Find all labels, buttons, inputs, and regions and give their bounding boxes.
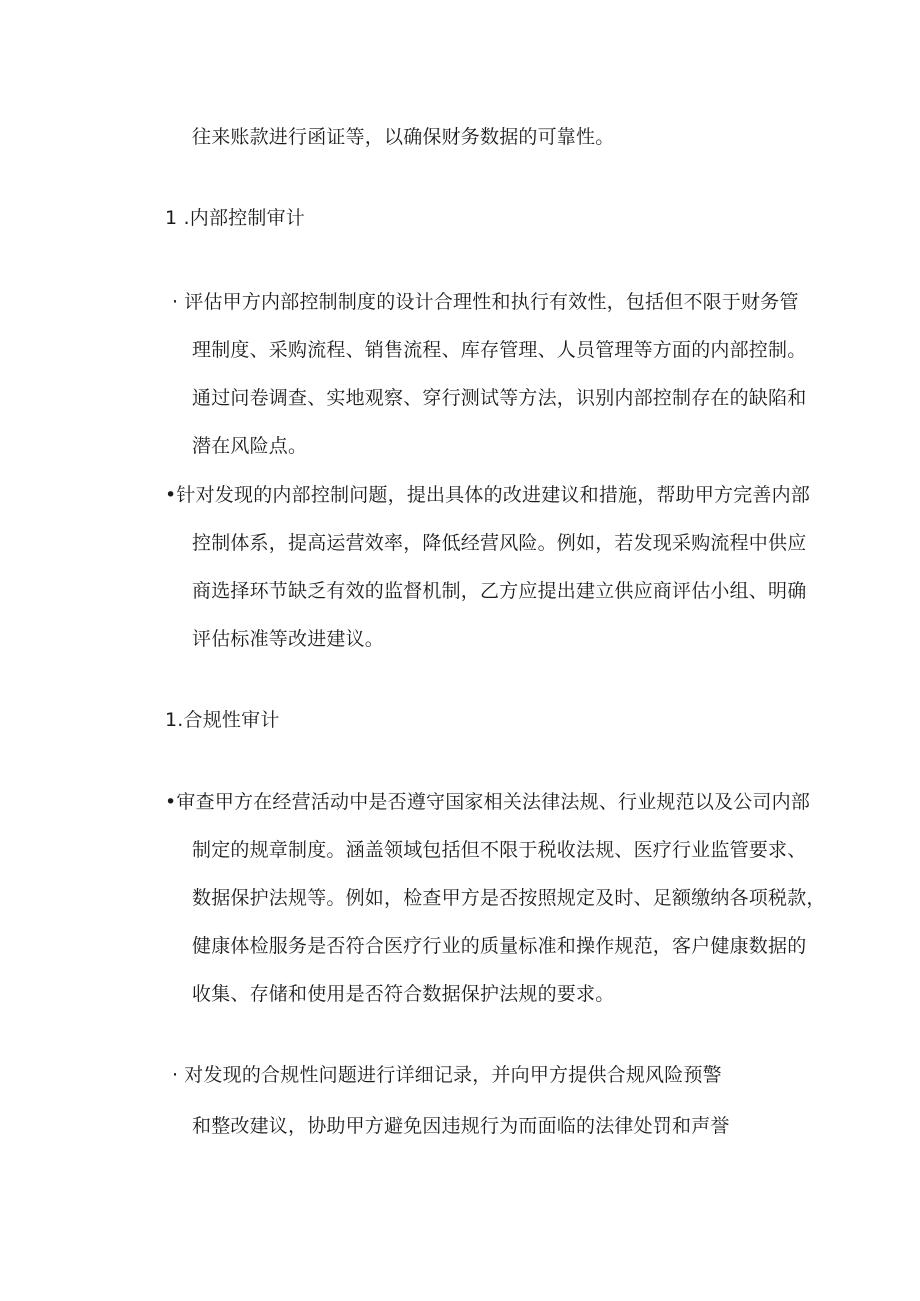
heading-internal-control-audit: 1 .内部控制审计: [165, 207, 305, 229]
bullet-first-line: [172, 289, 799, 315]
bullet-text: 健康体检服务是否符合医疗行业的质量标准和操作规范，客户健康数据的: [192, 935, 807, 957]
bullet-text: 针对发现的内部控制问题，提出具体的改进建议和措施，帮助甲方完善内部: [176, 484, 811, 506]
heading-compliance-audit: 1.合规性审计: [165, 709, 280, 731]
bullet-text: 潜在风险点。: [192, 435, 308, 457]
continuation-line: 往来账款进行函证等，以确保财务数据的可靠性。: [192, 126, 615, 148]
bullet-text: 商选择环节缺乏有效的监督机制，乙方应提出建立供应商评估小组、明确: [192, 580, 807, 602]
bullet-text: 数据保护法规等。例如，检查甲方是否按照规定及时、足额缴纳各项税款，: [192, 887, 826, 909]
bullet-mark: ·: [172, 1064, 179, 1086]
bullet-text: 评估标准等改进建议。: [192, 628, 385, 650]
bullet-text: 审查甲方在经营活动中是否遵守国家相关法律法规、行业规范以及公司内部: [176, 791, 811, 813]
bullet-first-line: [165, 789, 810, 815]
bullet-text: 制定的规章制度。涵盖领域包括但不限于税收法规、医疗行业监管要求、: [192, 839, 807, 861]
bullet-text: 理制度、采购流程、销售流程、库存管理、人员管理等方面的内部控制。: [192, 339, 807, 361]
bullet-mark: •: [165, 484, 177, 506]
bullet-mark: ·: [172, 291, 179, 313]
bullet-text: 和整改建议，协助甲方避免因违规行为而面临的法律处罚和声誉: [192, 1115, 730, 1137]
bullet-first-line: [172, 1062, 722, 1088]
bullet-text: 评估甲方内部控制制度的设计合理性和执行有效性，包括但不限于财务管: [184, 291, 799, 313]
bullet-text: 对发现的合规性问题进行详细记录，并向甲方提供合规风险预警: [184, 1064, 722, 1086]
bullet-text: 收集、存储和使用是否符合数据保护法规的要求。: [192, 983, 615, 1005]
bullet-first-line: [165, 482, 810, 508]
bullet-mark: •: [165, 791, 177, 813]
bullet-text: 通过问卷调查、实地观察、穿行测试等方法，识别内部控制存在的缺陷和: [192, 387, 807, 409]
bullet-text: 控制体系，提高运营效率，降低经营风险。例如，若发现采购流程中供应: [192, 532, 807, 554]
